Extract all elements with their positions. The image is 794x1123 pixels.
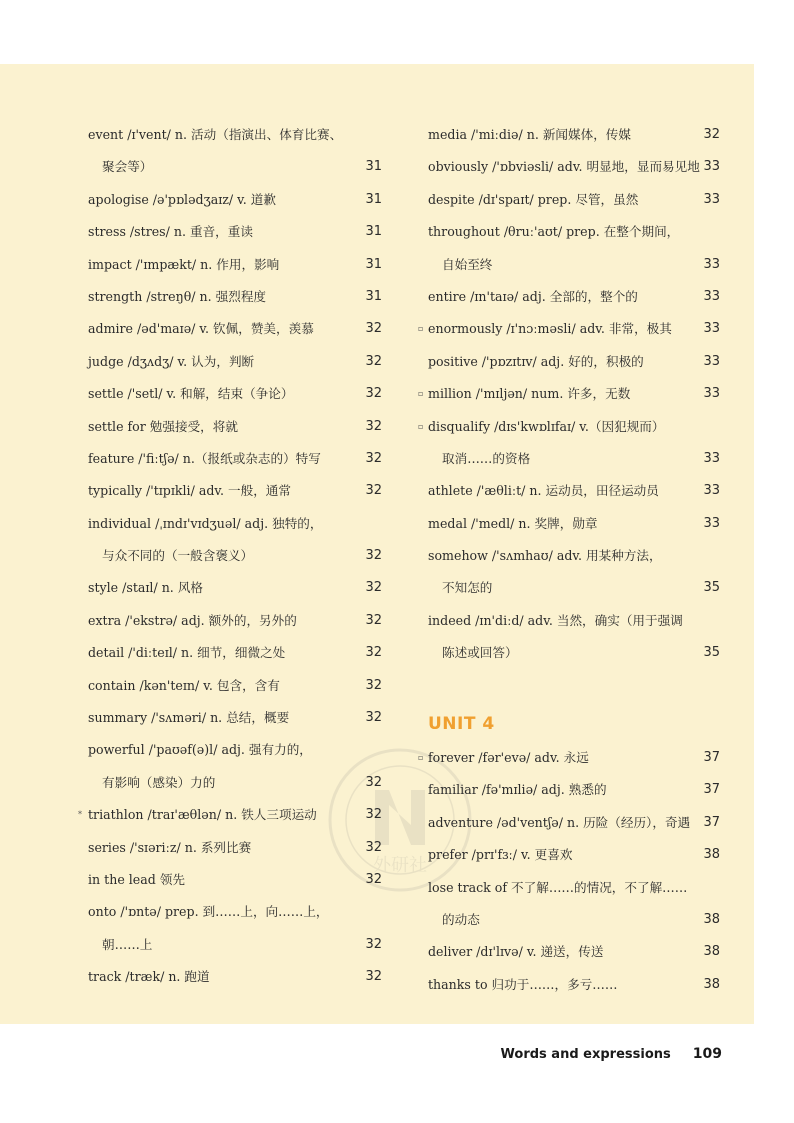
- glossary-entry: [418, 313, 720, 345]
- glossary-entry: [78, 799, 382, 831]
- glossary-entry: [428, 216, 720, 248]
- entry-page-number: 33: [703, 515, 720, 531]
- glossary-entry: [88, 508, 382, 540]
- entry-text: 取消……的资格: [442, 450, 531, 466]
- entry-text: adventure /əd'ventʃə/ n. 历险（经历），奇遇: [428, 814, 691, 830]
- entry-page-number: 32: [365, 871, 382, 887]
- entry-text: deliver /dɪ'lɪvə/ v. 递送，传送: [428, 944, 604, 960]
- entry-text: enormously /ɪ'nɔːməsli/ adv. 非常，极其: [428, 321, 672, 337]
- glossary-entry: [88, 961, 382, 993]
- glossary-entry: [428, 475, 720, 507]
- glossary-entry: [88, 119, 382, 151]
- entry-page-number: 33: [703, 353, 720, 369]
- glossary-entry: [88, 734, 382, 766]
- glossary-entry: [418, 742, 720, 774]
- glossary-entry-continuation: [88, 151, 382, 183]
- entry-page-number: 38: [703, 944, 720, 960]
- entry-page-number: 32: [703, 127, 720, 142]
- glossary-entry: [88, 411, 382, 443]
- glossary-entry: [88, 281, 382, 313]
- entry-text: forever /fər'evə/ adv. 永远: [428, 750, 589, 766]
- entry-page-number: 37: [703, 814, 720, 830]
- entry-text: obviously /'ɒbviəsli/ adv. 明显地，显而易见地: [428, 159, 700, 175]
- entry-page-number: 33: [703, 288, 720, 304]
- entry-page-number: 32: [365, 710, 382, 726]
- glossary-entry-continuation: [428, 443, 720, 475]
- glossary-entry: [88, 832, 382, 864]
- glossary-entry-continuation: [428, 637, 720, 669]
- entry-page-number: 31: [365, 224, 382, 240]
- entry-page-number: 33: [703, 321, 720, 337]
- glossary-entry: [428, 774, 720, 806]
- glossary-entry: [428, 969, 720, 1001]
- glossary-entry: [88, 702, 382, 734]
- entry-text: 有影响（感染）力的: [102, 774, 216, 790]
- entry-text: media /'miːdiə/ n. 新闻媒体，传媒: [428, 127, 631, 142]
- entry-page-number: 32: [365, 548, 382, 564]
- entry-marker-icon: ▫: [418, 421, 424, 431]
- entry-text: extra /'ekstrə/ adj. 额外的，另外的: [88, 612, 297, 628]
- entry-text: somehow /'sʌmhaʊ/ adv. 用某种方法，: [428, 548, 662, 564]
- entry-text: feature /'fiːtʃə/ n.（报纸或杂志的）特写: [88, 450, 321, 466]
- glossary-entry-continuation: [88, 540, 382, 572]
- entry-page-number: 38: [703, 976, 720, 992]
- entry-page-number: 32: [365, 807, 382, 823]
- right-column: [418, 119, 720, 1001]
- entry-text: triathlon /traɪ'æθlən/ n. 铁人三项运动: [88, 807, 317, 823]
- glossary-entry: [428, 936, 720, 968]
- entry-page-number: 33: [703, 256, 720, 272]
- entry-page-number: 32: [365, 353, 382, 369]
- entry-text: entire /ɪn'taɪə/ adj. 全部的，整个的: [428, 288, 638, 304]
- entry-text: typically /'tɪpɪkli/ adv. 一般，通常: [88, 483, 291, 499]
- section-spacer: [428, 670, 720, 702]
- page-number: 109: [692, 1046, 722, 1062]
- entry-page-number: 32: [365, 483, 382, 499]
- entry-page-number: 33: [703, 483, 720, 499]
- entry-text: million /'mɪljən/ num. 许多，无数: [428, 386, 631, 402]
- entry-text: prefer /prɪ'fɜː/ v. 更喜欢: [428, 847, 573, 863]
- entry-page-number: 32: [365, 386, 382, 402]
- entry-text: track /træk/ n. 跑道: [88, 969, 210, 985]
- glossary-entry: [428, 508, 720, 540]
- glossary-entry: [88, 475, 382, 507]
- entry-page-number: 32: [365, 418, 382, 434]
- entry-marker-icon: *: [78, 810, 82, 820]
- svg-text:外研社: 外研社: [373, 855, 427, 876]
- entry-text: positive /'pɒzɪtɪv/ adj. 好的，积极的: [428, 353, 644, 369]
- entry-text: throughout /θruː'aʊt/ prep. 在整个期间，: [428, 224, 680, 240]
- entry-text: impact /'ɪmpækt/ n. 作用，影响: [88, 256, 280, 272]
- glossary-entry: [428, 281, 720, 313]
- entry-text: in the lead 领先: [88, 871, 186, 887]
- entry-text: 陈述或回答）: [442, 645, 518, 661]
- entry-marker-icon: ▫: [418, 753, 424, 763]
- entry-text: style /staɪl/ n. 风格: [88, 580, 204, 596]
- glossary-entry: [88, 346, 382, 378]
- glossary-entry-continuation: [88, 929, 382, 961]
- glossary-entry: [418, 378, 720, 410]
- entry-page-number: 35: [703, 645, 720, 661]
- entry-page-number: 32: [365, 612, 382, 628]
- glossary-entry: [88, 864, 382, 896]
- entry-text: strength /streŋθ/ n. 强烈程度: [88, 288, 267, 304]
- entry-page-number: 31: [365, 159, 382, 175]
- entry-marker-icon: ▫: [418, 324, 424, 334]
- entry-page-number: 32: [365, 969, 382, 985]
- glossary-entry: [88, 184, 382, 216]
- entry-text: admire /əd'maɪə/ v. 钦佩，赞美，羡慕: [88, 321, 314, 337]
- entry-text: individual /ˌɪndɪ'vɪdʒuəl/ adj. 独特的，: [88, 515, 323, 531]
- entry-text: settle /'setl/ v. 和解，结束（争论）: [88, 386, 294, 402]
- entry-text: powerful /'paʊəf(ə)l/ adj. 强有力的，: [88, 742, 312, 758]
- page-footer: [501, 1046, 722, 1062]
- glossary-entry: [88, 572, 382, 604]
- entry-text: series /'sɪəriːz/ n. 系列比赛: [88, 839, 252, 855]
- entry-page-number: 35: [703, 580, 720, 596]
- entry-page-number: 32: [365, 677, 382, 693]
- glossary-entry: [88, 670, 382, 702]
- entry-text: despite /dɪ'spaɪt/ prep. 尽管，虽然: [428, 191, 639, 207]
- glossary-entry: [428, 184, 720, 216]
- glossary-entry: [428, 807, 720, 839]
- entry-page-number: 33: [703, 191, 720, 207]
- entry-page-number: 31: [365, 256, 382, 272]
- section-title: Words and expressions: [500, 1047, 671, 1062]
- entry-text: 与众不同的（一般含褒义）: [102, 548, 254, 564]
- entry-text: athlete /'æθliːt/ n. 运动员，田径运动员: [428, 483, 659, 499]
- entry-text: lose track of 不了解……的情况，不了解……: [428, 879, 688, 895]
- glossary-entry: [88, 313, 382, 345]
- entry-page-number: 38: [703, 911, 720, 927]
- entry-page-number: 32: [365, 645, 382, 661]
- entry-page-number: 38: [703, 847, 720, 863]
- glossary-entry: [88, 216, 382, 248]
- entry-page-number: 32: [365, 321, 382, 337]
- entry-text: 不知怎的: [442, 580, 493, 596]
- entry-page-number: 33: [703, 450, 720, 466]
- entry-text: settle for 勉强接受，将就: [88, 418, 238, 434]
- glossary-entry: [428, 605, 720, 637]
- glossary-entry: [428, 540, 720, 572]
- glossary-entry: [88, 896, 382, 928]
- entry-page-number: 31: [365, 191, 382, 207]
- entry-page-number: 32: [365, 774, 382, 790]
- left-column: [78, 119, 382, 994]
- entry-page-number: 37: [703, 782, 720, 798]
- entry-text: apologise /ə'pɒlədʒaɪz/ v. 道歉: [88, 191, 276, 207]
- entry-text: 的动态: [442, 911, 480, 927]
- entry-text: event /ɪ'vent/ n. 活动（指演出、体育比赛、: [88, 127, 343, 142]
- entry-text: 朝……上: [102, 936, 153, 952]
- entry-text: stress /stres/ n. 重音，重读: [88, 224, 253, 240]
- entry-text: onto /'ɒntə/ prep. 到……上，向……上，: [88, 904, 329, 920]
- glossary-entry-continuation: [428, 572, 720, 604]
- entry-text: indeed /ɪn'diːd/ adv. 当然，确实（用于强调: [428, 612, 683, 628]
- glossary-entry-continuation: [88, 767, 382, 799]
- glossary-entry: [88, 637, 382, 669]
- entry-page-number: 33: [703, 386, 720, 402]
- entry-text: familiar /fə'mɪliə/ adj. 熟悉的: [428, 782, 607, 798]
- glossary-entry: [88, 443, 382, 475]
- glossary-entry: [88, 605, 382, 637]
- entry-page-number: 37: [703, 750, 720, 766]
- entry-text: disqualify /dɪs'kwɒlɪfaɪ/ v.（因犯规而）: [428, 418, 665, 434]
- entry-page-number: 32: [365, 936, 382, 952]
- entry-text: medal /'medl/ n. 奖牌，勋章: [428, 515, 598, 531]
- entry-text: 聚会等）: [102, 159, 153, 175]
- glossary-entry: [88, 249, 382, 281]
- entry-page-number: 32: [365, 839, 382, 855]
- entry-text: judge /dʒʌdʒ/ v. 认为，判断: [88, 353, 255, 369]
- entry-text: 自始至终: [442, 256, 493, 272]
- entry-text: contain /kən'teɪn/ v. 包含，含有: [88, 677, 280, 693]
- glossary-entry: [418, 411, 720, 443]
- entry-page-number: 33: [703, 159, 720, 175]
- glossary-entry: [428, 119, 720, 151]
- entry-text: summary /'sʌməri/ n. 总结，概要: [88, 710, 290, 726]
- glossary-entry: [428, 151, 720, 183]
- entry-text: detail /'diːteɪl/ n. 细节，细微之处: [88, 645, 286, 661]
- glossary-entry-continuation: [428, 249, 720, 281]
- glossary-entry: [428, 872, 720, 904]
- entry-page-number: 32: [365, 580, 382, 596]
- glossary-entry-continuation: [428, 904, 720, 936]
- glossary-entry: [428, 346, 720, 378]
- glossary-entry: [428, 839, 720, 871]
- entry-page-number: 31: [365, 288, 382, 304]
- entry-text: thanks to 归功于……，多亏……: [428, 976, 618, 992]
- glossary-entry: [88, 378, 382, 410]
- unit-heading: UNIT 4: [428, 714, 495, 735]
- entry-marker-icon: ▫: [418, 389, 424, 399]
- entry-page-number: 32: [365, 450, 382, 466]
